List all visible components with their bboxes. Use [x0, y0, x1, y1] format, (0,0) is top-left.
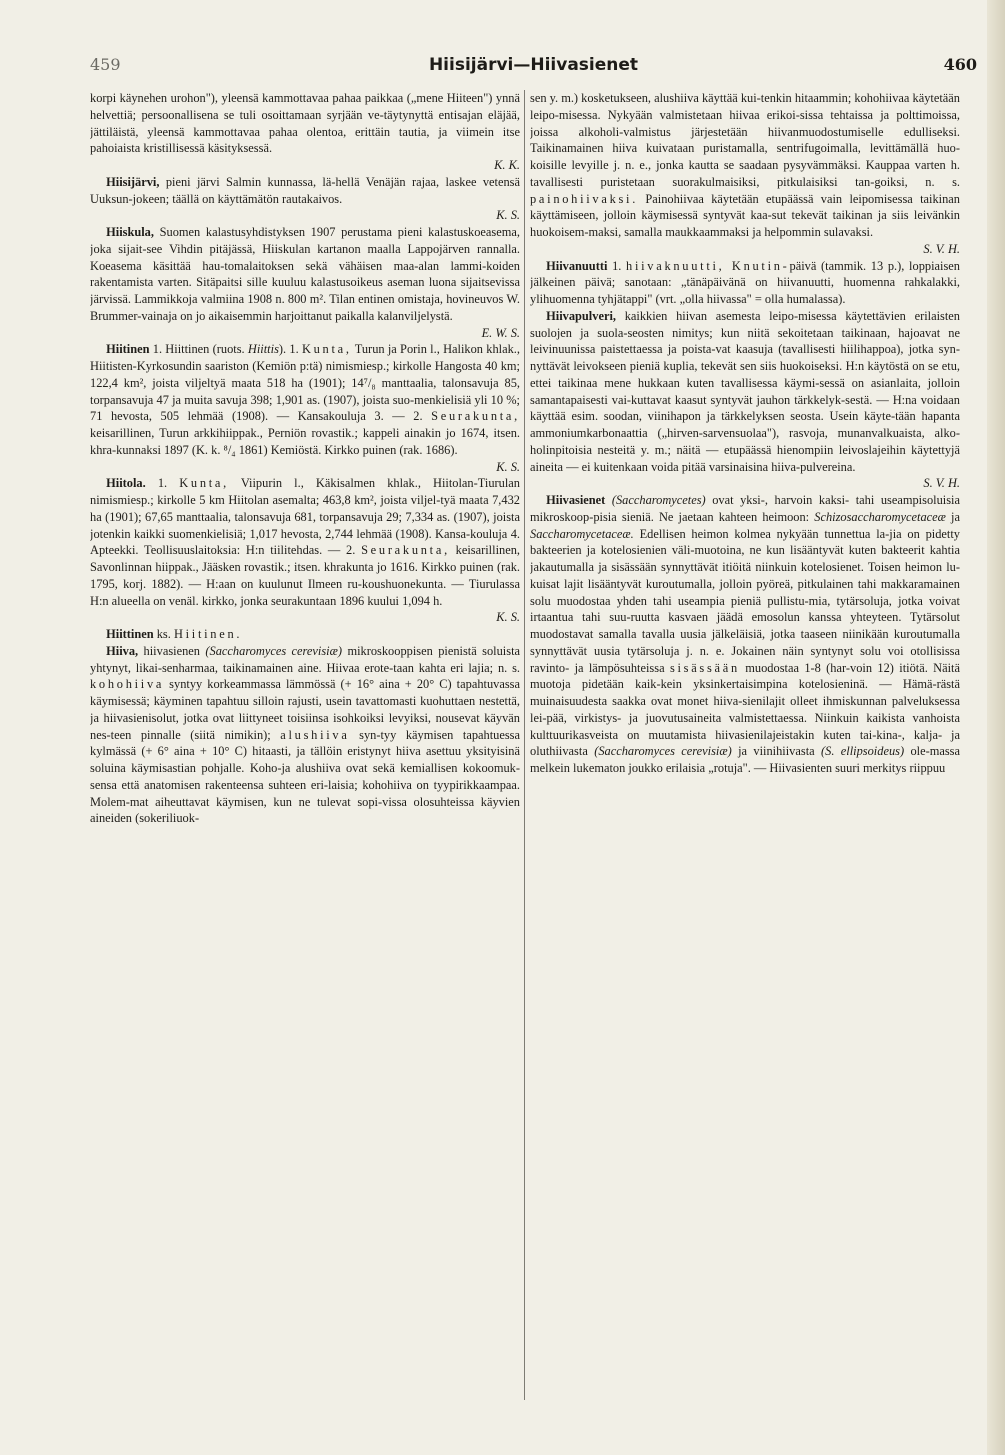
- left-column: [90, 90, 520, 1410]
- page-header: [90, 55, 977, 79]
- page-edge-shadow: [987, 0, 1005, 1455]
- text-run: 1.: [612, 258, 622, 273]
- article-hiisijarvi: [90, 174, 520, 208]
- text-run: Saccharomycetaceæ.: [530, 526, 634, 541]
- text-run: (Saccharomycetes): [611, 493, 706, 507]
- text-run: kohohiiva: [90, 677, 165, 692]
- headword: Hiiskula,: [106, 225, 154, 239]
- text-run: Viipurin l., Käkisalmen khlak., Hiitolan-Tiurulan nimismiesp.; kirkolle 5 km Hiitolan asemalta; 463,8 km², joista viljel-tyä maata 7,432 ha (1901); 67,65 manttaalia, talonsavuja 681, torpansavuja 29; 7,334 as. (1907), joista jotenkin kaikki suomenkielisiä; 1,017 hevosta, 2,744 lehmää (1908). Kansa-kouluja 4. Apteekki. Teollisuuslaitoksia: H:n tiilitehdas. — 2.: [90, 476, 520, 558]
- paragraph-text: Suomen kalastusyhdistyksen 1907 perustama pieni kalastuskoeasema, joka sijait-see Vihdin pitäjässä, Hiiskulan kartanon maalla Lappojärven rannalla. Koeasema käsittää hau-tomalaitoksen sekä vähäisen maa-alan lammi-koiden rakentamista varten. Sitäpaitsi sille kuuluu kalastusoikeus aseman luona sijaitsevissa järvissä. Lammikkoja valmiina 1908 n. 800 m². Tilan entinen omistaja, hovineuvos W. Brummer-vainaja on jo aikaisemmin harjoittanut paikalla kalanviljelystä.: [90, 225, 520, 323]
- text-run: Turun ja Porin l., Halikon khlak., Hiitisten-Kyrkosundin saariston (Kemiön p:tä) nimismiesp.; kirkolle Hangosta 40 km; 122,4 km², joista viljeltyä maata 518 ha (1901); 14⁷/₈ manttaalia, talonsavuja 85, torpansavuja 47 ja muita savuja 398; 1,901 as. (1907), joista suo-menkielisiä yli 10 %; 71 hevosta, 505 lehmää (1908). — Kansakouluja 3. — 2.: [90, 342, 520, 424]
- right-column: [530, 90, 960, 1410]
- headword: Hiivapulveri,: [546, 308, 616, 323]
- text-run: ). 1.: [278, 342, 299, 357]
- article-hiitola: [90, 475, 520, 609]
- signature: K. S.: [496, 459, 520, 474]
- running-title: Hiisijärvi—Hiivasienet: [428, 55, 639, 75]
- text-run: päivä (tammik. 13 p.), loppiaisen jälkeinen päivä; sanotaan: „tänäpäivänä on hiivanuutti, huomenna rahkalakki, ylihuomenna tyhjätappi" (vrt. „olla hiivassa" = olla humalassa).: [530, 258, 960, 306]
- text-run: hiivasienen: [143, 643, 200, 658]
- text-run: ole-massa melkein lukematon joukko erilaisia „rotuja". — Hiivasienten suuri merkitys riippuu: [530, 744, 960, 775]
- article-hiivasienet: [530, 492, 960, 777]
- article-hiivapulveri: [530, 308, 960, 476]
- headword: Hiittinen: [106, 627, 154, 641]
- text-run: ja: [951, 509, 960, 524]
- headword: Hiitola.: [106, 476, 146, 491]
- headword: Hiitinen: [106, 342, 150, 357]
- left-page-number: 459: [90, 55, 121, 74]
- text-run: Kunta,: [301, 342, 352, 357]
- article-hiitinen: [90, 341, 520, 458]
- text-run: (Saccharomyces cerevisiæ): [205, 643, 343, 658]
- paragraph-text: pieni järvi Salmin kunnassa, lä-hellä Venäjän rajaa, laskee vetensä Uuksun-jokeen; täällä on käyttämätön rautakaivos.: [90, 174, 520, 206]
- text-run: ks.: [156, 627, 171, 641]
- signature: K. S.: [496, 208, 520, 223]
- article-hiittinen: [90, 626, 520, 643]
- text-run: muodostaa 1-8 (har-voin 12) itiötä. Näitä muotoja pidetään kaik-kein yksinkertaisimpina kotelosieninä. — Hämä-rästä muinaisuudesta saakka ovat monet hiiva-sienilajit olleet ihmiskunnan palveluksessa lei-pää, virkistys- ja juovutusaineita valmistettaessa. Niinkuin kaikista vanhoista kulttuurikasveista on muutamista hiivasienilajeistakin kuten tai-kina-, kalja- ja oluthiivasta: [530, 660, 960, 759]
- signature: K. S.: [496, 610, 520, 625]
- text-run: Seurakunta,: [431, 409, 520, 424]
- text-run: keisarillinen, Turun arkkihiippak., Perniön rovastik.; kappeli ainakin jo 1674, itsen. khra-kunnaksi 1897 (K. k. ⁸/₄ 1861) Kemiöstä. Kirkko puinen (rak. 1686).: [90, 426, 520, 457]
- text-run: sisässään: [669, 660, 740, 675]
- headword: Hiisijärvi,: [106, 174, 160, 189]
- text-run: painohiivaksi.: [530, 191, 639, 206]
- right-page-number: 460: [943, 55, 977, 74]
- text-run: (S. ellipsoideus): [821, 744, 905, 759]
- text-run: syn-tyy käymisen tapahtuessa kylmässä (+ 6° aina + 10° C) hitaasti, ja tällöin eristynyt hiiva asettuu yksityisinä soluina käymisastian pohjalle. Koho-ja alushiiva ovat sekä kemiallisen kokoomuk-sensa että anatomisen rakenteensa suhteen eri-laisia; kohohiiva on tyypirikkaampaa. Molem-mat aiheuttavat käymisen, kun ne tulevat sopi-vissa olosuhteissa käyvien aineiden (sokeriliuok-: [90, 727, 520, 826]
- signature: K. K.: [494, 158, 520, 172]
- headword: Hiiva,: [106, 643, 139, 658]
- text-run: ja viinihiivasta: [738, 744, 815, 759]
- headword: Hiivanuutti: [546, 258, 608, 273]
- text-run: ovat yksi-, harvoin kaksi- tahi useampisoluisia mikroskoop-pisia sieniä. Ne jaetaan kahteen heimoon:: [530, 493, 960, 524]
- article-hiiskula: [90, 224, 520, 325]
- text-run: syntyy korkeammassa lämmössä (+ 16° aina + 20° C) tapahtuvassa käymisessä; käyminen tapahtuu silloin rajusti, usein tavattomasti kuohuttaen nestettä, ja hiivasienisolut, jotka ovat liittyneet toisiinsa isohkoiksi levyiksi, nousevat käyvän nes-teen pinnalle (siitä nimikin);: [90, 677, 520, 742]
- cross-reference: Hiitinen.: [173, 627, 243, 641]
- text-run: (Saccharomyces cerevisiæ): [594, 744, 732, 759]
- signature: S. V. H.: [923, 476, 960, 491]
- text-run: keisarillinen, Savonlinnan hiippak., Jääsken rovastik.; itsen. khrakunta jo 1616. Kirkko puinen (rak. 1795, korj. 1882). — H:aan on kuulunut Ilmeen ru-koushuonekunta. — Tiurulassa H:n alueella on venäl. kirkko, jonka seurakuntaan 1896 kuului 1,094 h.: [90, 543, 520, 608]
- text-run: sen y. m.) kosketukseen, alushiiva käyttää kui-tenkin hitaammin; kohohiivaa käytetään leipo-misessa. Nykyään valmistetaan hiivaa erikoi-sissa tehtaissa ja polttimoissa, joissa alkoholi-valmistus järjestetään hiivanmuodostumiselle edulliseksi. Taikinamainen hiiva kuivataan puristamalla, sentrifugoimalla, levittämällä huo-koisille levyille j. n. e., jonka kautta se saadaan pysyvämmäksi. Kauppaa varten h. tavallisesti puristetaan suorakulmaisiksi, pitkulaisiksi tan-goiksi, n. s.: [530, 91, 960, 189]
- text-run: alushiiva: [280, 727, 350, 742]
- text-run: Kunta,: [179, 476, 229, 491]
- article-hiiva: [90, 643, 520, 827]
- text-run: hiivaknuutti, Knutin-: [626, 258, 790, 273]
- headword: Hiivasienet: [546, 493, 606, 507]
- paragraph-text: korpi käynehen urohon"), yleensä kammottavaa pahaa paikkaa („mene Hiiteen") ynnä helvettiä; persoonallisena se tuli osoittamaan syrjään ve-täytynyttä entisajan eläjää, jättiläistä, yleensä kammottavaa pahaa olentoa, erittäin tautia, ja viimein itse pahoiaista kristillisessä käsityksessä.: [90, 91, 520, 156]
- column-divider: [524, 90, 525, 1400]
- text-run: Hiittis: [247, 342, 279, 357]
- text-run: Schizosaccharomycetaceæ: [814, 509, 946, 524]
- article-hiiva-cont: [530, 90, 960, 241]
- text-run: 1. Hiittinen (ruots.: [152, 342, 245, 357]
- text-run: Seurakunta,: [361, 543, 450, 558]
- text-run: 1.: [157, 476, 168, 491]
- signature: S. V. H.: [923, 241, 960, 256]
- article-hiisi-end: [90, 90, 520, 157]
- article-hiivanuutti: [530, 258, 960, 308]
- text-run: kaikkien hiivan asemesta leipo-misessa käytettävien erilaisten suolojen ja suola-seosten nimitys; kun niitä sekoitetaan taikinaan, hajoavat ne leivinuunissa paistettaessa ja poista-vat kaasuja (tavallisesti hiilihappoa), jotka syn-nyttävät leivokseen pieniä kuplia, tekevät sen siis huokoiseksi. H:n käytöstä on se etu, ettei taikinaa mene hukkaan kuten tavallisessa käymi-sessä on asianlaita, jolloin samantapaisesti vai-kuttavat kaasut syntyvät jauhon tärkkelyk-sestä. — H:na voidaan käyttää esim. soodan, viinihapon ja tärkkelyksen seosta. Usein käyte-tään hapanta ammoniumkarbonaattia („hirven-sarvensuolaa"), rasvoja, munanvalkuaista, alko-holinpitoisia nesteitä y. m.; näitä — etupäässä hienompiin leivoslajeihin käytettyjä aineita — ei kuitenkaan voida pitää varsinaisina hiiva-pulvereina.: [530, 308, 960, 474]
- text-run: Edellisen heimon kolmea nykyään tunnettua la-jia on pidetty bakteerien ja kotelosienien väli-muotoina, ne kun lisääntyvät kuten bakteerit kahtia jakautumalla ja sisässään synnyttävät itiöitä niinkuin kotelosienet. Toisen heimon lu-kuisat lajit lisääntyvät kuroutumalla, jolloin pyöreä, pitkulainen tahi makkaramainen solu muodostaa yhden tahi useampia pieniä pullistu-mia, tytärsoluja, jotka voivat irtaantua tahi suu-ruutta kasvaen jäädä emosolun kanssa yhteyteen. Tytärsolut muodostavat samalla tavalla uusia jälkeläisiä, jotka taaseen niinikään kuroutumalla synnyttävät uusia tytärsoluja j. n. e. Jokainen näin syntynyt solu voi otollisissa ravinto- ja lämpösuhteissa: [530, 526, 960, 675]
- text-run: mikroskooppisen pienistä soluista yhtynyt, likai-senharmaa, taikinamainen aine. Hiivaa erote-taan kahta eri lajia; n. s.: [90, 643, 520, 675]
- text-run: Painohiivaa käytetään etupäässä vain leipomisessa taikinan käyttämiseen, jolloin käymisessä syntyvät kaa-sut tekevät taikinan ja siis leivänkin huokoisem-maksi, samalla maukkaammaksi ja helpommin sulavaksi.: [530, 191, 960, 239]
- signature: E. W. S.: [481, 325, 520, 340]
